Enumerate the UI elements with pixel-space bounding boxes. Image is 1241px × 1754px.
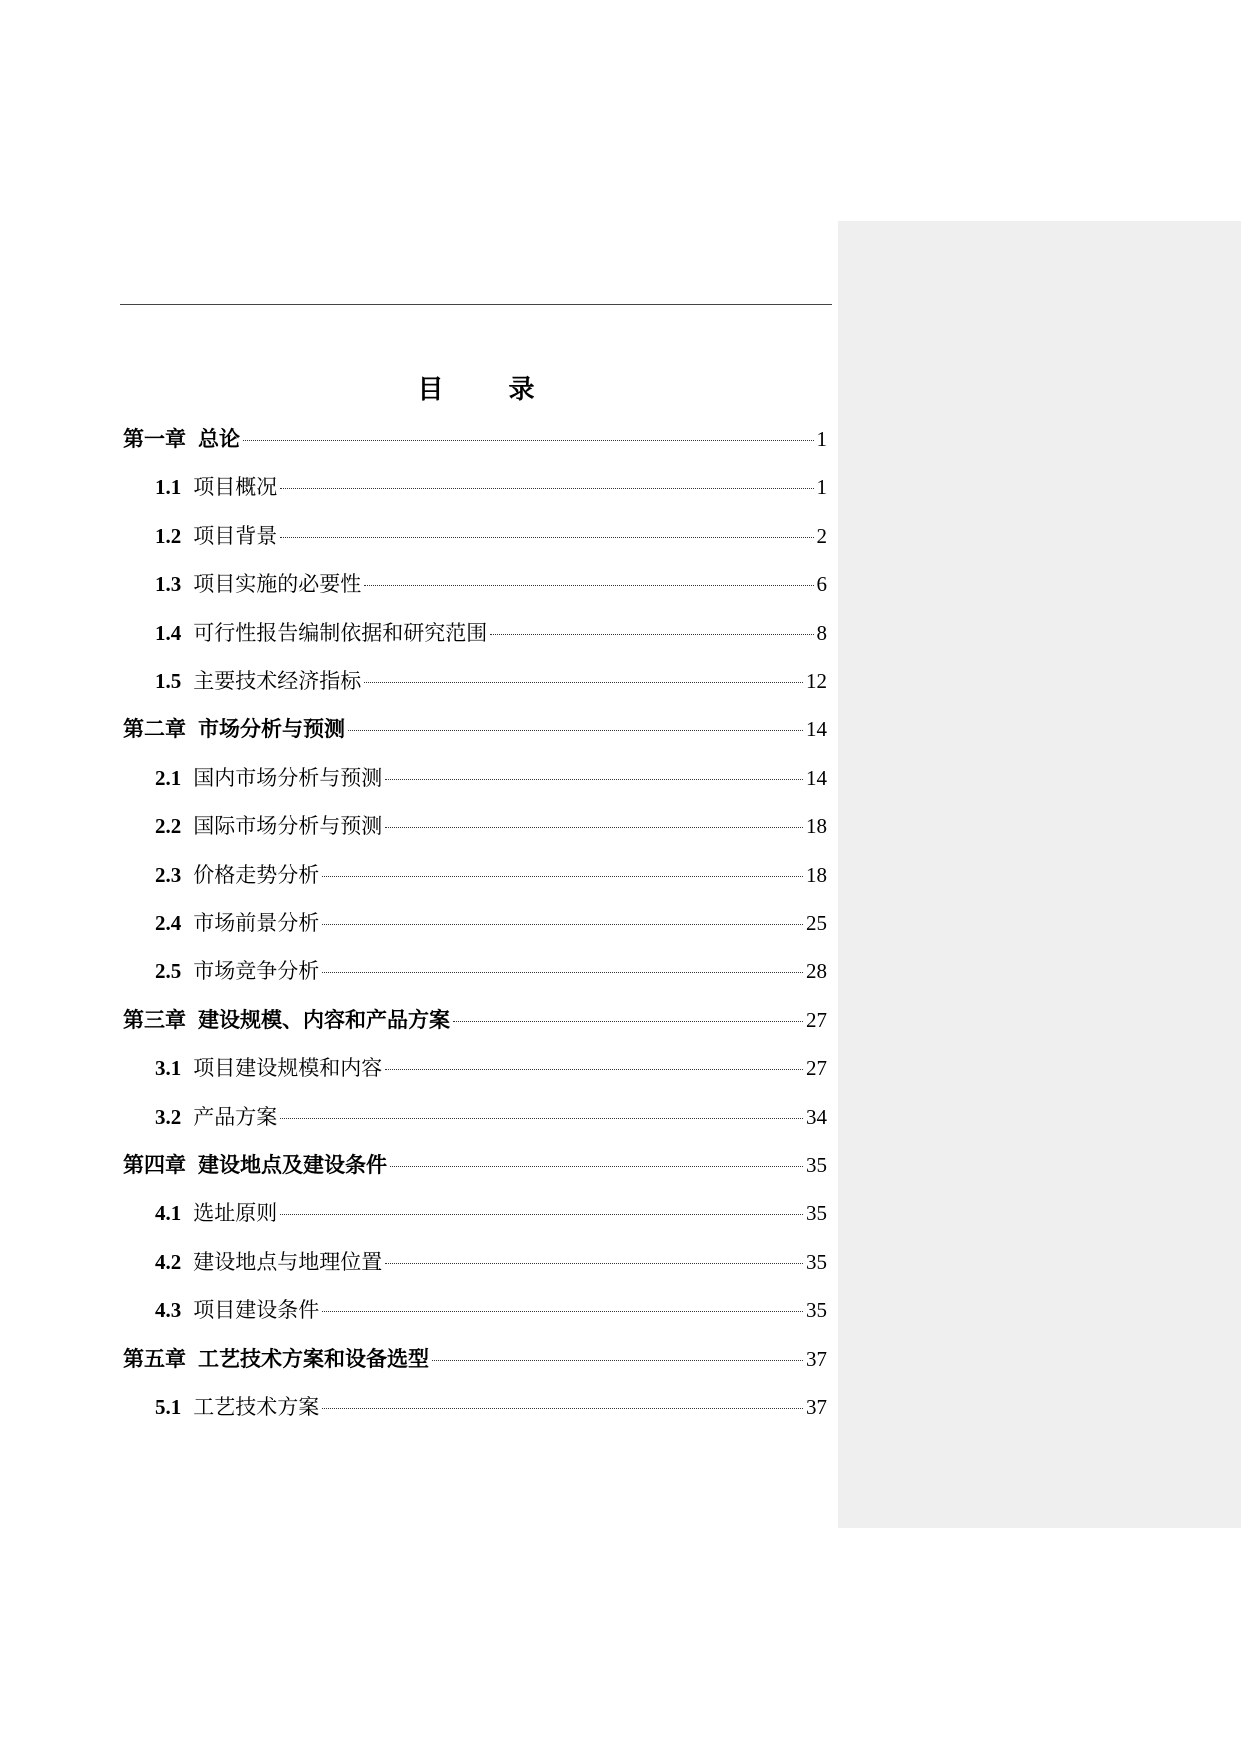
entry-page-number: 37 xyxy=(806,1395,827,1419)
dot-leader xyxy=(280,488,813,489)
entry-page-number: 37 xyxy=(806,1346,827,1371)
entry-title: 价格走势分析 xyxy=(193,862,320,887)
toc-section-entry[interactable] xyxy=(155,809,827,843)
toc-chapter-entry[interactable] xyxy=(123,422,827,456)
toc-section-entry[interactable] xyxy=(155,519,827,553)
toc-section-entry[interactable] xyxy=(155,664,827,698)
toc-section-entry[interactable] xyxy=(155,1196,827,1230)
entry-title: 项目建设规模和内容 xyxy=(193,1056,383,1081)
entry-title: 工艺技术方案和设备选型 xyxy=(198,1346,429,1371)
entry-page-number: 12 xyxy=(806,669,827,693)
dot-leader xyxy=(322,972,803,973)
toc-section-entry[interactable] xyxy=(155,470,827,504)
entry-page-number: 35 xyxy=(806,1153,827,1177)
entry-title: 国际市场分析与预测 xyxy=(193,814,383,839)
entry-number: 2.5 xyxy=(155,959,182,984)
dot-leader xyxy=(322,876,803,877)
entry-title: 项目建设条件 xyxy=(193,1298,320,1323)
entry-page-number: 1 xyxy=(816,475,827,500)
dot-leader xyxy=(453,1021,803,1022)
entry-page-number: 27 xyxy=(806,1056,827,1081)
entry-page-number: 1 xyxy=(816,427,827,451)
entry-title: 产品方案 xyxy=(193,1104,278,1129)
toc-section-entry[interactable] xyxy=(155,761,827,795)
entry-title: 建设规模、内容和产品方案 xyxy=(198,1007,450,1032)
entry-title: 项目实施的必要性 xyxy=(193,572,362,597)
entry-number: 第四章 xyxy=(123,1153,186,1177)
dot-leader xyxy=(385,827,803,828)
entry-page-number: 18 xyxy=(806,814,827,839)
entry-number: 第三章 xyxy=(123,1007,186,1032)
dot-leader xyxy=(490,634,813,635)
entry-title: 项目背景 xyxy=(193,523,278,548)
dot-leader xyxy=(390,1166,803,1167)
dot-leader xyxy=(348,730,803,731)
toc-section-entry[interactable] xyxy=(155,1245,827,1279)
dot-leader xyxy=(322,1311,803,1312)
toc-section-entry[interactable] xyxy=(155,567,827,601)
entry-number: 1.4 xyxy=(155,620,182,645)
dot-leader xyxy=(243,440,814,441)
entry-number: 1.5 xyxy=(155,669,182,693)
toc-chapter-entry[interactable] xyxy=(123,1342,827,1376)
entry-page-number: 25 xyxy=(806,911,827,935)
dot-leader xyxy=(385,779,803,780)
entry-number: 2.1 xyxy=(155,765,182,790)
entry-page-number: 14 xyxy=(806,717,827,742)
entry-number: 3.1 xyxy=(155,1056,182,1081)
toc-section-entry[interactable] xyxy=(155,616,827,650)
entry-title: 总论 xyxy=(198,427,240,451)
toc-section-entry[interactable] xyxy=(155,954,827,988)
entry-number: 3.2 xyxy=(155,1104,182,1129)
toc-title: 目 录 xyxy=(417,375,563,405)
toc-chapter-entry[interactable] xyxy=(123,1148,827,1182)
entry-number: 第五章 xyxy=(123,1346,186,1371)
entry-page-number: 14 xyxy=(806,765,827,790)
toc-section-entry[interactable] xyxy=(155,858,827,892)
dot-leader xyxy=(280,1118,803,1119)
dot-leader xyxy=(280,1214,803,1215)
entry-page-number: 27 xyxy=(806,1007,827,1032)
dot-leader xyxy=(385,1263,803,1264)
entry-title: 国内市场分析与预测 xyxy=(193,765,383,790)
toc-section-entry[interactable] xyxy=(155,1293,827,1327)
entry-title: 建设地点及建设条件 xyxy=(198,1153,387,1177)
entry-title: 主要技术经济指标 xyxy=(193,669,362,693)
entry-page-number: 8 xyxy=(816,620,827,645)
entry-title: 市场竞争分析 xyxy=(193,959,320,984)
toc-section-entry[interactable] xyxy=(155,1390,827,1424)
dot-leader xyxy=(280,537,813,538)
entry-title: 项目概况 xyxy=(193,475,278,500)
dot-leader xyxy=(385,1069,803,1070)
entry-title: 工艺技术方案 xyxy=(193,1395,320,1419)
entry-number: 1.1 xyxy=(155,475,182,500)
toc-chapter-entry[interactable] xyxy=(123,712,827,746)
entry-title: 市场前景分析 xyxy=(193,911,320,935)
entry-page-number: 35 xyxy=(806,1201,827,1226)
entry-number: 第一章 xyxy=(123,427,186,451)
entry-number: 4.3 xyxy=(155,1298,182,1323)
entry-number: 2.4 xyxy=(155,911,182,935)
dot-leader xyxy=(364,585,813,586)
entry-number: 第二章 xyxy=(123,717,186,742)
entry-page-number: 28 xyxy=(806,959,827,984)
toc-section-entry[interactable] xyxy=(155,1051,827,1085)
entry-page-number: 35 xyxy=(806,1249,827,1274)
entry-title: 建设地点与地理位置 xyxy=(193,1249,383,1274)
entry-page-number: 34 xyxy=(806,1104,827,1129)
dot-leader xyxy=(322,924,803,925)
entry-number: 1.3 xyxy=(155,572,182,597)
entry-page-number: 35 xyxy=(806,1298,827,1323)
entry-page-number: 6 xyxy=(816,572,827,597)
entry-title: 选址原则 xyxy=(193,1201,278,1226)
toc-section-entry[interactable] xyxy=(155,906,827,940)
toc-chapter-entry[interactable] xyxy=(123,1003,827,1037)
toc-section-entry[interactable] xyxy=(155,1100,827,1134)
dot-leader xyxy=(432,1360,803,1361)
entry-number: 2.2 xyxy=(155,814,182,839)
dot-leader xyxy=(364,682,803,683)
entry-number: 1.2 xyxy=(155,523,182,548)
entry-title: 市场分析与预测 xyxy=(198,717,345,742)
entry-page-number: 2 xyxy=(816,523,827,548)
entry-number: 2.3 xyxy=(155,862,182,887)
dot-leader xyxy=(322,1408,803,1409)
entry-page-number: 18 xyxy=(806,862,827,887)
entry-title: 可行性报告编制依据和研究范围 xyxy=(193,620,488,645)
entry-number: 4.2 xyxy=(155,1249,182,1274)
entry-number: 5.1 xyxy=(155,1395,182,1419)
entry-number: 4.1 xyxy=(155,1201,182,1226)
